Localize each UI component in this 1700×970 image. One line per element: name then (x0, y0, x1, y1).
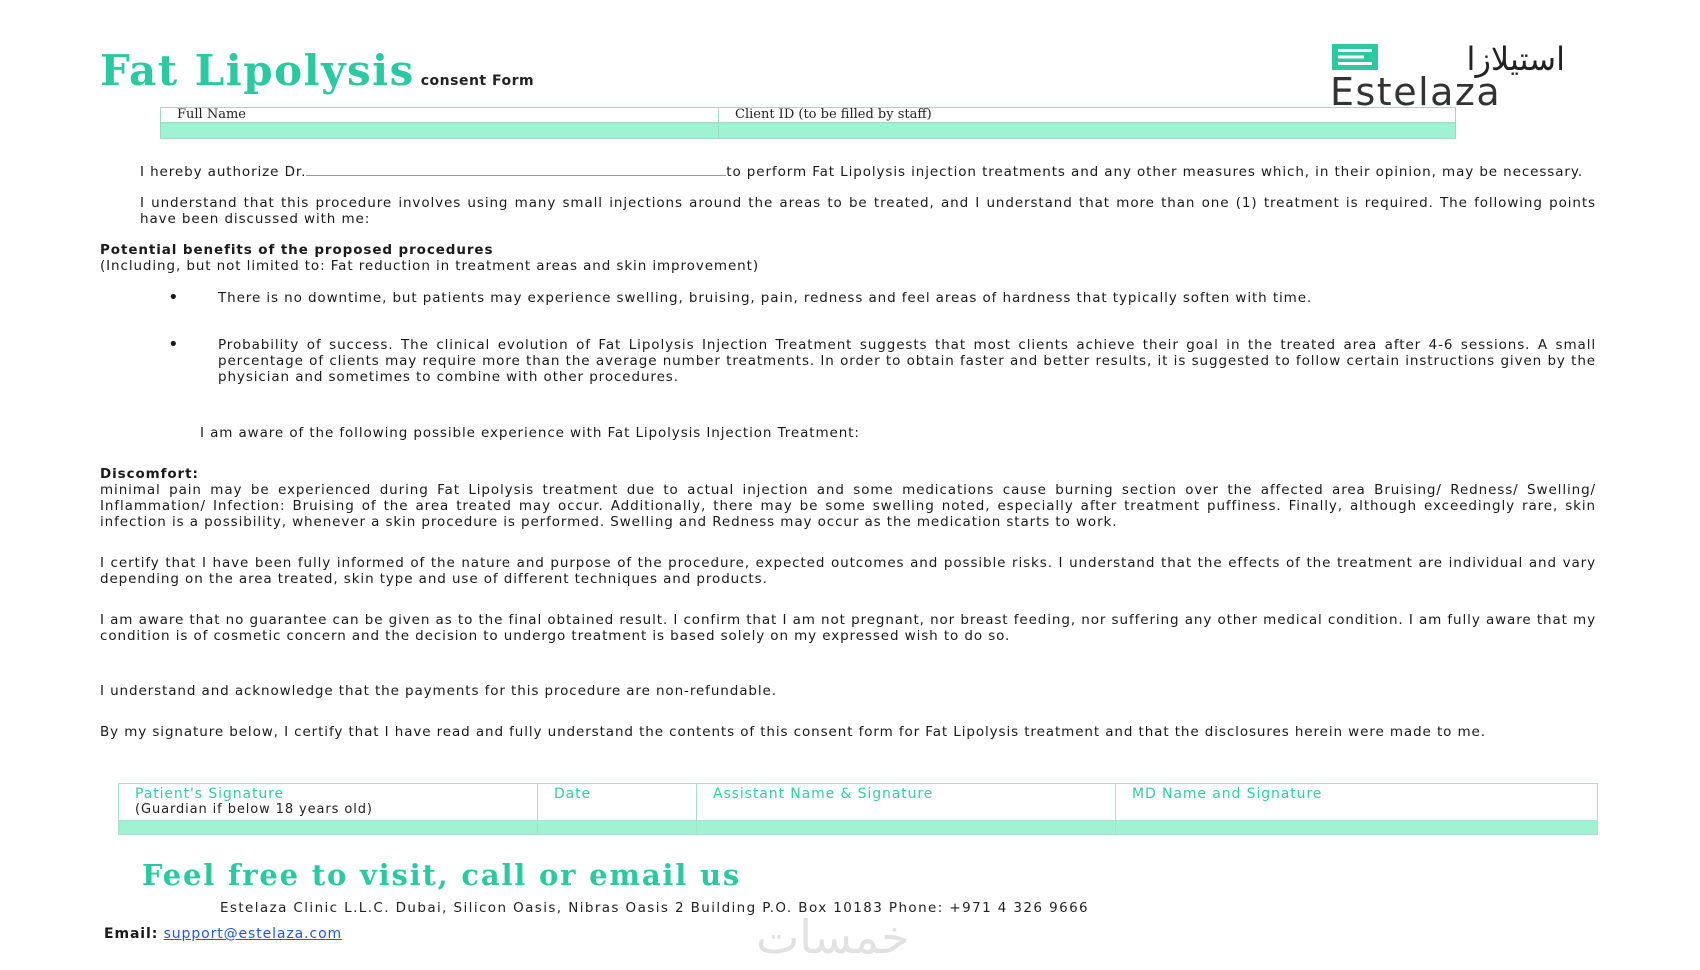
intro-line1-end: to perform Fat Lipolysis injection treatments and any other measures which, in their opinion, may be necessary. (726, 164, 1584, 180)
bullet-symbol: • (168, 287, 179, 308)
clinic-address: Estelaza Clinic L.L.C. Dubai, Silicon Oasis, Nibras Oasis 2 Building P.O. Box 10183 Phone: +971 4 326 9666 (220, 900, 1090, 916)
full-name-label: Full Name (161, 108, 719, 123)
footer-title: Feel free to visit, call or email us (142, 858, 741, 892)
email-line (104, 926, 342, 942)
intro-line1-start: I hereby authorize Dr. (140, 164, 307, 180)
logo-mark-icon (1332, 44, 1378, 70)
signature-statement: By my signature below, I certify that I have read and fully understand the contents of this consent form for Fat Lipolysis treatment and that the disclosures herein were made to me. (100, 724, 1486, 740)
guarantee-paragraph: I am aware that no guarantee can be given as to the final obtained result. I confirm that I am not pregnant, nor breast feeding, nor suffering any other medical condition. I am fully aware that my condition is of cosmetic concern and the decision to undergo treatment is based solely on my expressed wish to do so. (100, 612, 1596, 644)
benefits-heading: Potential benefits of the proposed procedures (100, 242, 494, 258)
benefit-item: Probability of success. The clinical evolution of Fat Lipolysis Injection Treatment suggests that most clients achieve their goal in the treated area after 4-6 sessions. A small percentage of clients may require more than the average number treatments. In order to obtain faster and better results, it is suggested to follow certain instructions given by the physician and sometimes to combine with other procedures. (218, 337, 1596, 385)
md-signature-label: MD Name and Signature (1116, 784, 1598, 821)
intro-paragraph (140, 163, 1596, 180)
client-info-table (160, 107, 1456, 139)
patient-signature-label: Patient's Signature (135, 786, 284, 802)
title-subtitle: consent Form (420, 73, 535, 89)
watermark-text: خمسات (756, 910, 910, 964)
discomfort-heading: Discomfort: (100, 466, 199, 482)
guardian-note: (Guardian if below 18 years old) (135, 802, 373, 817)
md-signature-field[interactable] (1116, 821, 1598, 835)
client-id-field[interactable] (719, 123, 1456, 139)
title-text: Fat Lipolysis (100, 46, 415, 95)
intro-procedure-paragraph: I understand that this procedure involves using many small injections around the areas to be treated, and I understand that more than one (1) treatment is required. The following points have been discussed with me: (140, 195, 1596, 227)
logo-english-text: Estelaza (1330, 70, 1502, 114)
email-label: Email: (104, 926, 159, 942)
assistant-signature-field[interactable] (697, 821, 1116, 835)
payments-paragraph: I understand and acknowledge that the payments for this procedure are non-refundable. (100, 683, 777, 699)
benefits-subheading: (Including, but not limited to: Fat reduction in treatment areas and skin improvement) (100, 258, 760, 274)
logo-arabic-text: استيلازا (1466, 40, 1565, 78)
assistant-signature-label: Assistant Name & Signature (697, 784, 1116, 821)
email-link[interactable]: support@estelaza.com (163, 926, 343, 942)
estelaza-logo (1330, 40, 1575, 114)
signature-table (118, 783, 1598, 835)
discomfort-text: minimal pain may be experienced during Fat Lipolysis treatment due to actual injection and some medications cause burning section over the affected area Bruising/ Redness/ Swelling/ Inflammation/ Infection: Bruising of the area treated may occur. Additionally, there may be some swelling noted, especially after treatment puffiness. Finally, although exceedingly rare, skin infection is a possibility, whenever a skin procedure is performed. Swelling and Redness may occur as the medication starts to work. (100, 482, 1596, 530)
benefit-item: There is no downtime, but patients may experience swelling, bruising, pain, redness and feel areas of hardness that typically soften with time. (218, 290, 1313, 306)
doctor-name-blank[interactable] (306, 163, 726, 176)
date-field[interactable] (538, 821, 697, 835)
date-label: Date (538, 784, 697, 821)
full-name-field[interactable] (161, 123, 719, 139)
bullet-symbol: • (168, 334, 179, 355)
client-id-label: Client ID (to be filled by staff) (719, 108, 1456, 123)
patient-signature-cell (119, 784, 538, 821)
certify-paragraph: I certify that I have been fully informed of the nature and purpose of the procedure, expected outcomes and possible risks. I understand that the effects of the treatment are individual and vary depending on the area treated, skin type and use of different techniques and products. (100, 555, 1596, 587)
aware-line: I am aware of the following possible experience with Fat Lipolysis Injection Treatment: (200, 425, 860, 441)
document-title (100, 46, 534, 95)
patient-signature-field[interactable] (119, 821, 538, 835)
